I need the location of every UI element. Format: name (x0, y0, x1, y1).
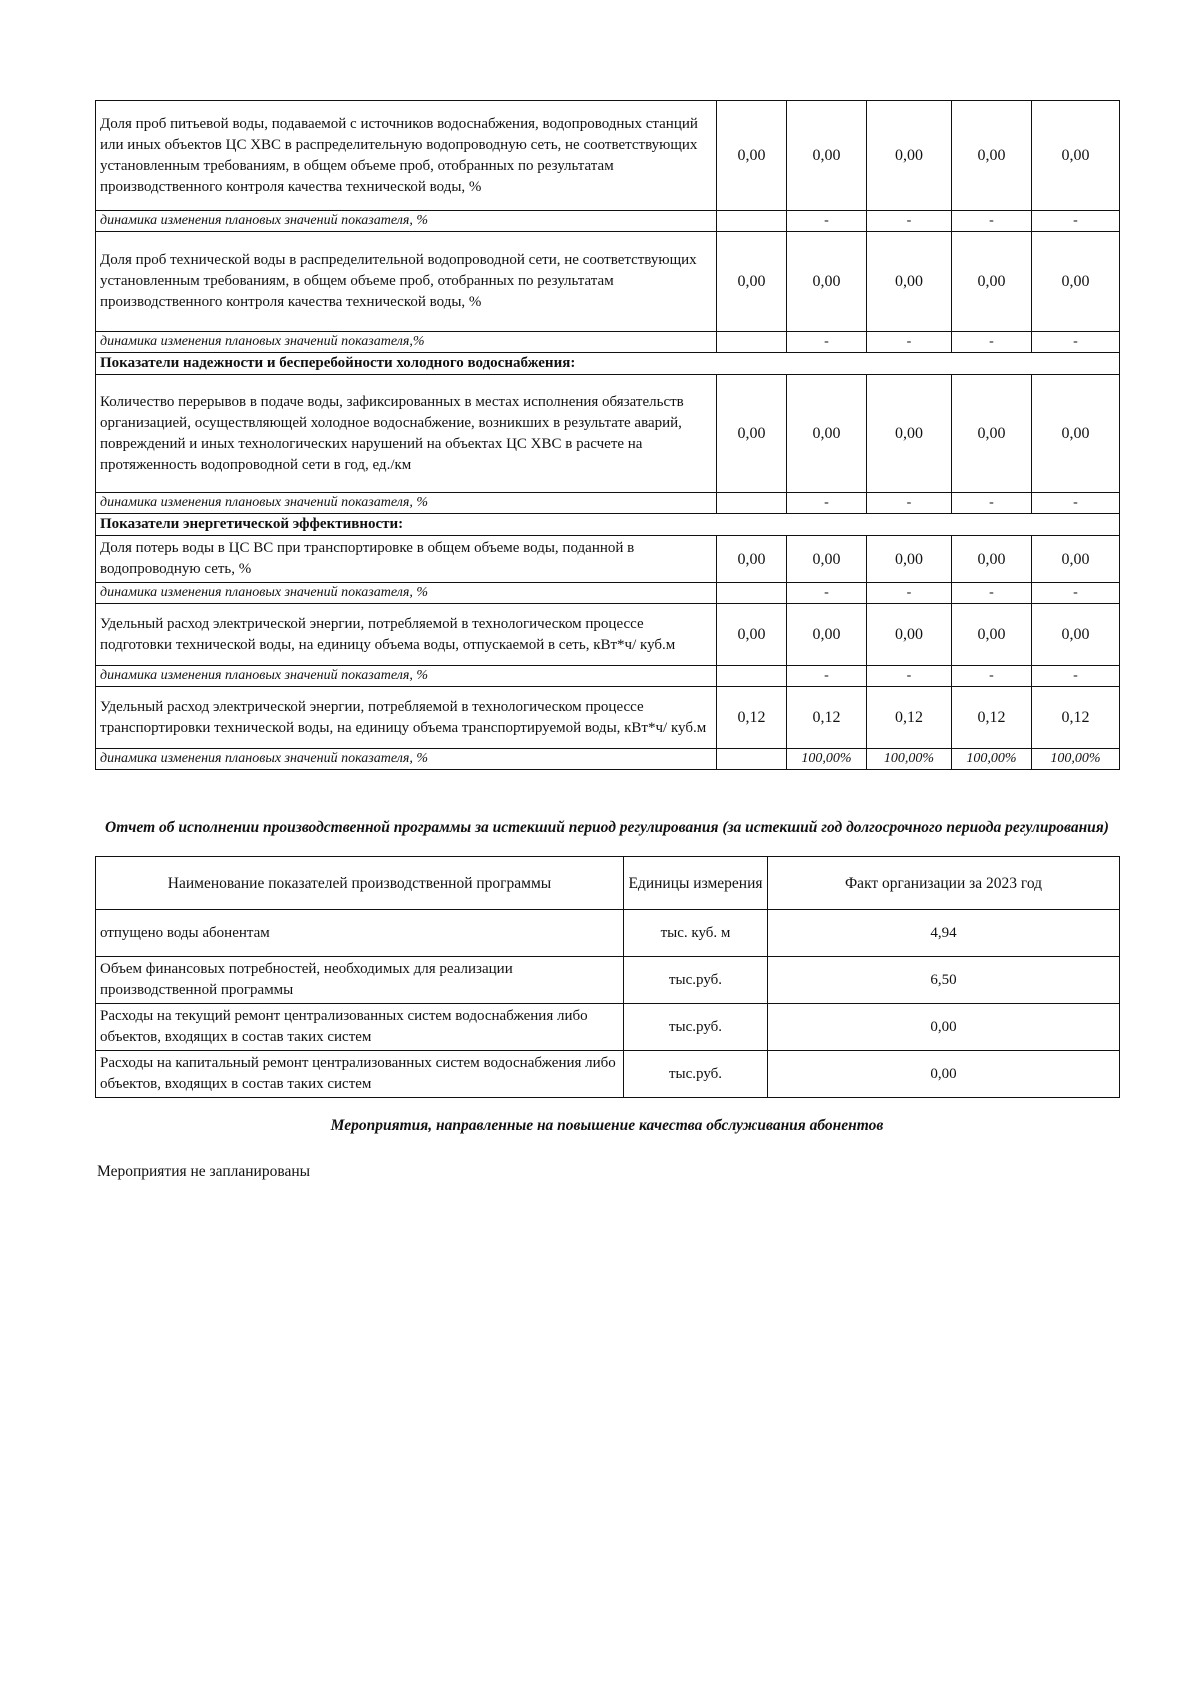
indicator-row (96, 375, 1120, 493)
indicator-label: Доля потерь воды в ЦС ВС при транспортировке в общем объеме воды, поданной в водопроводную сеть, % (96, 536, 717, 583)
indicator-value: 0,00 (1032, 604, 1120, 666)
report-row-unit: тыс. куб. м (624, 910, 768, 957)
indicator-row (96, 604, 1120, 666)
dynamics-value (717, 493, 787, 514)
indicator-value: 0,00 (717, 101, 787, 211)
dynamics-value: - (1032, 583, 1120, 604)
indicator-value: 0,12 (717, 687, 787, 749)
dynamics-value: - (952, 211, 1032, 232)
report-row-name: Расходы на текущий ремонт централизованных систем водоснабжения либо объектов, входящих в состав таких систем (96, 1004, 624, 1051)
report-row-unit: тыс.руб. (624, 1004, 768, 1051)
report-row-value: 6,50 (768, 957, 1120, 1004)
indicator-value: 0,00 (867, 101, 952, 211)
dynamics-value: - (1032, 332, 1120, 353)
dynamics-value: - (1032, 666, 1120, 687)
dynamics-value (717, 666, 787, 687)
dynamics-value: - (867, 666, 952, 687)
report-header-unit: Единицы измерения (624, 857, 768, 910)
dynamics-value (717, 332, 787, 353)
report-heading: Отчет об исполнении производственной программы за истекший период регулирования (за истекший год долгосрочного периода регулирования) (105, 819, 1109, 836)
dynamics-value: - (787, 583, 867, 604)
dynamics-value: - (952, 332, 1032, 353)
dynamics-row (96, 332, 1120, 353)
indicator-value: 0,00 (1032, 101, 1120, 211)
indicator-label: Количество перерывов в подаче воды, зафиксированных в местах исполнения обязательств организацией, осуществляющей холодное водоснабжение, возникших в результате аварий, повреждений и иных технологических нарушений на объектах ЦС ХВС в расчете на протяженность водопроводной сети в год, ед./км (96, 375, 717, 493)
report-row-name: отпущено воды абонентам (96, 910, 624, 957)
dynamics-row (96, 493, 1120, 514)
dynamics-value: - (1032, 493, 1120, 514)
dynamics-value: - (952, 493, 1032, 514)
indicator-value: 0,00 (717, 536, 787, 583)
dynamics-value: - (1032, 211, 1120, 232)
section-label: Показатели энергетической эффективности: (96, 514, 1120, 536)
dynamics-value: - (787, 211, 867, 232)
measures-heading: Мероприятия, направленные на повышение качества обслуживания абонентов (330, 1117, 884, 1134)
dynamics-value: 100,00% (867, 749, 952, 770)
report-row-unit: тыс.руб. (624, 957, 768, 1004)
dynamics-value: - (867, 493, 952, 514)
report-row-value: 4,94 (768, 910, 1120, 957)
indicator-value: 0,00 (952, 536, 1032, 583)
indicator-value: 0,00 (717, 375, 787, 493)
indicator-value: 0,00 (952, 101, 1032, 211)
report-table (95, 856, 1120, 1098)
indicator-label: Удельный расход электрической энергии, потребляемой в технологическом процессе подготовки технической воды, на единицу объема воды, отпускаемой в сеть, кВт*ч/ куб.м (96, 604, 717, 666)
dynamics-row (96, 749, 1120, 770)
indicator-value: 0,00 (1032, 232, 1120, 332)
indicator-value: 0,00 (787, 536, 867, 583)
dynamics-value: - (787, 493, 867, 514)
report-row-unit: тыс.руб. (624, 1051, 768, 1098)
report-row-value: 0,00 (768, 1051, 1120, 1098)
indicator-value: 0,00 (717, 604, 787, 666)
dynamics-value: - (787, 332, 867, 353)
dynamics-label: динамика изменения плановых значений показателя,% (96, 332, 717, 353)
dynamics-value (717, 583, 787, 604)
dynamics-value (717, 749, 787, 770)
dynamics-row (96, 666, 1120, 687)
indicator-value: 0,00 (952, 375, 1032, 493)
report-row-name: Объем финансовых потребностей, необходимых для реализации производственной программы (96, 957, 624, 1004)
indicator-value: 0,12 (867, 687, 952, 749)
report-row (96, 1051, 1120, 1098)
dynamics-label: динамика изменения плановых значений показателя, % (96, 749, 717, 770)
indicator-value: 0,00 (952, 232, 1032, 332)
indicator-value: 0,00 (787, 101, 867, 211)
dynamics-value: 100,00% (787, 749, 867, 770)
report-row (96, 910, 1120, 957)
section-row (96, 514, 1120, 536)
indicator-value: 0,00 (787, 375, 867, 493)
indicator-label: Доля проб питьевой воды, подаваемой с источников водоснабжения, водопроводных станций или иных объектов ЦС ХВС в распределительную водопроводную сеть, не соответствующих установленным требованиям, в общем объеме проб, отобранных по результатам производственного контроля качества технической воды, % (96, 101, 717, 211)
dynamics-row (96, 211, 1120, 232)
indicator-value: 0,00 (867, 232, 952, 332)
indicators-table (95, 100, 1120, 770)
indicator-value: 0,00 (787, 232, 867, 332)
measures-note: Мероприятия не запланированы (97, 1163, 311, 1180)
indicator-value: 0,00 (717, 232, 787, 332)
dynamics-value: 100,00% (952, 749, 1032, 770)
dynamics-value (717, 211, 787, 232)
dynamics-label: динамика изменения плановых значений показателя, % (96, 666, 717, 687)
indicator-value: 0,00 (1032, 536, 1120, 583)
dynamics-value: - (952, 583, 1032, 604)
indicator-value: 0,12 (1032, 687, 1120, 749)
section-row (96, 353, 1120, 375)
indicator-value: 0,12 (952, 687, 1032, 749)
report-header-name: Наименование показателей производственной программы (96, 857, 624, 910)
indicator-label: Удельный расход электрической энергии, потребляемой в технологическом процессе транспортировки технической воды, на единицу объема транспортируемой воды, кВт*ч/ куб.м (96, 687, 717, 749)
report-row-value: 0,00 (768, 1004, 1120, 1051)
indicator-value: 0,00 (787, 604, 867, 666)
indicator-value: 0,12 (787, 687, 867, 749)
dynamics-label: динамика изменения плановых значений показателя, % (96, 493, 717, 514)
section-label: Показатели надежности и бесперебойности холодного водоснабжения: (96, 353, 1120, 375)
indicator-value: 0,00 (952, 604, 1032, 666)
indicator-row (96, 101, 1120, 211)
indicators-body (96, 101, 1120, 770)
indicator-row (96, 232, 1120, 332)
indicator-row (96, 536, 1120, 583)
indicator-value: 0,00 (867, 536, 952, 583)
report-row (96, 957, 1120, 1004)
report-header-fact: Факт организации за 2023 год (768, 857, 1120, 910)
dynamics-value: - (787, 666, 867, 687)
dynamics-value: 100,00% (1032, 749, 1120, 770)
dynamics-value: - (867, 211, 952, 232)
report-header-row (96, 857, 1120, 910)
report-row-name: Расходы на капитальный ремонт централизованных систем водоснабжения либо объектов, входящих в состав таких систем (96, 1051, 624, 1098)
report-row (96, 1004, 1120, 1051)
indicator-row (96, 687, 1120, 749)
indicator-value: 0,00 (1032, 375, 1120, 493)
indicator-label: Доля проб технической воды в распределительной водопроводной сети, не соответствующих установленным требованиям, в общем объеме проб, отобранных по результатам производственного контроля качества технической воды, % (96, 232, 717, 332)
dynamics-label: динамика изменения плановых значений показателя, % (96, 583, 717, 604)
dynamics-value: - (867, 332, 952, 353)
dynamics-row (96, 583, 1120, 604)
dynamics-label: динамика изменения плановых значений показателя, % (96, 211, 717, 232)
indicator-value: 0,00 (867, 604, 952, 666)
indicator-value: 0,00 (867, 375, 952, 493)
dynamics-value: - (952, 666, 1032, 687)
dynamics-value: - (867, 583, 952, 604)
